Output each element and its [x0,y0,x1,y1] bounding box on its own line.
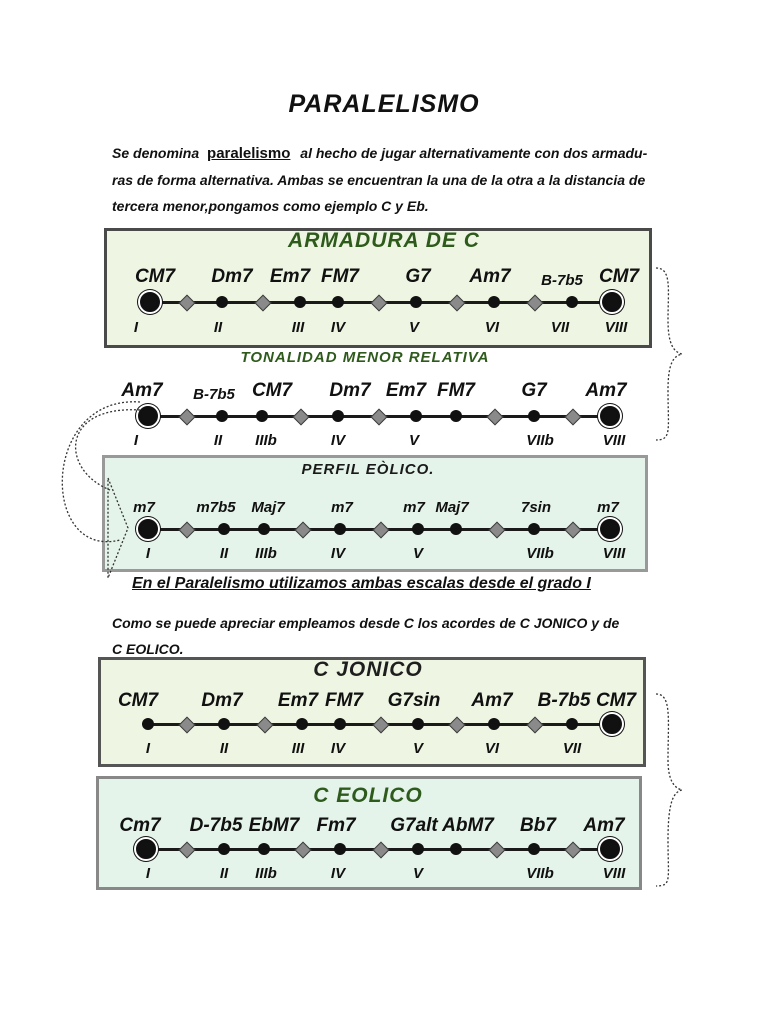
chord-label: CM7 [598,266,640,287]
degree-label: IV [330,740,346,757]
degree-label: VI [484,319,500,336]
chord-label: Dm7 [201,690,243,711]
degree-label: VII [562,740,582,757]
degree-label: I [133,319,139,336]
degree-marker [412,843,424,855]
page-title: PARALELISMO [288,90,480,118]
c-eolico-title: C EOLICO [313,784,423,807]
degree-label: IV [330,545,346,562]
quality-label: 7sin [520,499,552,516]
degree-label: II [213,432,223,449]
degree-marker [142,718,154,730]
chord-label: Am7 [471,690,513,711]
quality-label: Maj7 [251,499,285,516]
degree-label: IV [330,865,346,882]
chord-label: Cm7 [119,815,161,836]
dotted-curve-arrow [62,402,140,542]
root-marker [136,839,156,859]
degree-label: VII [550,319,570,336]
degree-label: I [133,432,139,449]
degree-label: VIII [602,432,626,449]
degree-label: IV [330,432,346,449]
octave-marker [600,839,620,859]
chord-label: G7 [405,266,431,287]
degree-marker [488,718,500,730]
chord-label: B-7b5 [541,272,583,289]
degree-label: VIII [602,865,626,882]
quality-label: m7 [133,499,155,516]
chord-label: Em7 [277,690,319,711]
chord-label: Em7 [385,380,427,401]
degree-label: IIIb [255,545,277,562]
chord-label: Dm7 [211,266,253,287]
chord-label: EbM7 [248,815,300,836]
chord-label: Am7 [583,815,625,836]
rule-statement: En el Paralelismo utilizamos ambas escalas desde el grado I [132,575,591,592]
degree-marker [528,843,540,855]
degree-label: I [145,865,151,882]
chord-label: CM7 [595,690,637,711]
quality-label: Maj7 [435,499,469,516]
armadura-c-title: ARMADURA DE C [288,229,480,252]
quality-label: m7 [403,499,425,516]
chord-label: FM7 [325,690,363,711]
chord-label: Fm7 [316,815,356,836]
intro-keyword: paralelismo [207,145,291,162]
degree-label: IIIb [255,432,277,449]
degree-label: II [219,865,229,882]
degree-marker [258,843,270,855]
degree-label: II [213,319,223,336]
degree-label: IIIb [255,865,277,882]
chord-label: Bb7 [520,815,556,836]
degree-marker [218,843,230,855]
degree-label: VI [484,740,500,757]
degree-marker [412,718,424,730]
right-brace [656,268,682,440]
degree-marker [450,843,462,855]
degree-label: II [219,740,229,757]
perfil-eolico-title: PERFIL EÒLICO. [301,461,435,478]
degree-label: V [412,865,424,882]
degree-label: I [145,545,151,562]
degree-label: VIIb [526,865,554,882]
chord-label: AbM7 [442,815,494,836]
degree-label: VIIb [526,432,554,449]
degree-label: V [408,432,420,449]
paragraph-2-line-1: Como se puede apreciar empleamos desde C los acordes de C JONICO y de [112,615,620,631]
chord-label: Am7 [121,380,163,401]
chord-label: G7sin [387,690,441,711]
quality-label: m7b5 [196,499,236,516]
degree-label: III [291,319,305,336]
intro-post: al hecho de jugar alternativamente con dos armadu- [300,145,648,161]
degree-label: II [219,545,229,562]
degree-marker [334,843,346,855]
degree-label: VIIb [526,545,554,562]
relativa-title: TONALIDAD MENOR RELATIVA [240,349,490,366]
quality-label: m7 [597,499,619,516]
paragraph-2 [112,610,712,662]
chord-label: B-7b5 [537,690,591,711]
c-jonico-title: C JONICO [313,658,423,681]
chord-label: Am7 [469,266,511,287]
degree-label: VIII [602,545,626,562]
dotted-arrow-head [108,478,128,578]
degree-label: IV [330,319,346,336]
chord-label: CM7 [134,266,176,287]
chord-label: CM7 [251,380,293,401]
quality-label: m7 [331,499,353,516]
degree-marker [334,718,346,730]
intro-line-2: ras de forma alternativa. Ambas se encuentran la una de la otra a la distancia de [112,172,646,188]
degree-marker [566,718,578,730]
paragraph-2-line-2: C EOLICO. [112,641,184,657]
degree-label: VIII [604,319,628,336]
chord-label: G7 [521,380,547,401]
degree-marker [296,718,308,730]
degree-label: I [145,740,151,757]
intro-pre: Se denomina [112,145,200,161]
chord-label: Em7 [269,266,311,287]
chord-label: CM7 [117,690,159,711]
chord-label: FM7 [321,266,359,287]
octave-marker [602,714,622,734]
chord-label: G7alt [390,815,438,836]
degree-marker [218,718,230,730]
chord-label: D-7b5 [189,815,243,836]
chord-label: Dm7 [329,380,371,401]
degree-label: III [291,740,305,757]
intro-line-3: tercera menor,pongamos como ejemplo C y Eb. [112,198,429,214]
degree-label: V [412,545,424,562]
chord-label: B-7b5 [193,386,235,403]
chord-label: FM7 [437,380,475,401]
chord-label: Am7 [585,380,627,401]
degree-label: V [408,319,420,336]
degree-label: V [412,740,424,757]
